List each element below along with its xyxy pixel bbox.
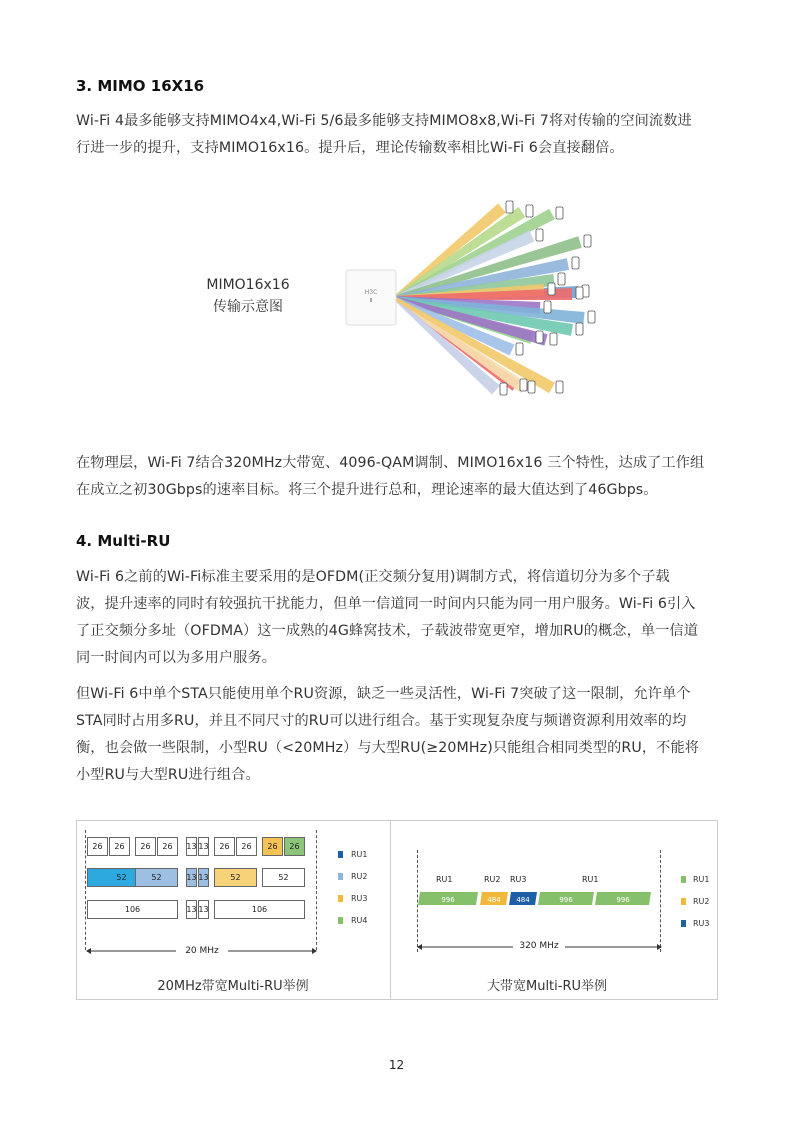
ru-cell-ru2: 52 (135, 868, 178, 887)
ru-cell-ru3: 26 (262, 837, 283, 856)
beam-group (394, 203, 585, 394)
caption-320mhz: 大带宽Multi-RU举例 (486, 979, 607, 994)
ru-cell: 26 (109, 837, 130, 856)
ru-cell-ru2: 13 (198, 868, 209, 887)
panel-320mhz (390, 820, 718, 1000)
phone-icon (576, 287, 583, 299)
phone-icon (544, 301, 551, 313)
phone-icon (556, 207, 563, 219)
legend-label: RU3 (693, 919, 710, 928)
ru-cell-ru2: 13 (186, 868, 197, 887)
ru-label: RU1 (436, 875, 453, 884)
mimo-figure-label (200, 274, 296, 318)
ru-cell: 106 (87, 900, 178, 919)
ru-label: RU1 (582, 875, 599, 884)
legend-swatch (338, 851, 343, 858)
phone-icon (526, 205, 533, 217)
legend-label: RU2 (693, 897, 710, 906)
ru-cell-ru3: 52 (214, 868, 257, 887)
phone-icon (516, 343, 523, 355)
ru-label: RU2 (484, 875, 501, 884)
text-line: 但Wi-Fi 6中单个STA只能使用单个RU资源，缺乏一些灵活性，Wi-Fi 7突破了这一限制，允许单个 (76, 686, 691, 702)
legend-swatch (338, 895, 343, 902)
page-number: 12 (388, 1058, 405, 1072)
block-label: 484 (487, 896, 501, 904)
ru-cell: 26 (135, 837, 156, 856)
panel-20mhz (76, 820, 390, 1000)
width-label-20mhz: 20 MHz (185, 946, 219, 956)
mimo-label-line2: 传输示意图 (213, 299, 283, 315)
phone-icon (520, 379, 527, 391)
legend-label: RU3 (351, 894, 368, 903)
legend-label: RU1 (351, 850, 368, 859)
text-line: 行进一步的提升，支持MIMO16x16。提升后，理论传输数率相比Wi-Fi 6会直接翻倍。 (76, 140, 624, 156)
boundary-right (316, 830, 317, 950)
ap-brand-label: H3C (364, 289, 378, 296)
phone-icon (556, 381, 563, 393)
ru-label: RU3 (510, 875, 527, 884)
legend-swatch (338, 873, 343, 880)
ru-cell: 26 (87, 837, 108, 856)
legend-swatch (681, 920, 686, 927)
legend-label: RU4 (351, 916, 368, 925)
ru-cell: 13 (198, 837, 209, 856)
text-line: 了正交频分多址（OFDMA）这一成熟的4G蜂窝技术，子载波带宽更窄，增加RU的概念，单一信道 (76, 623, 699, 639)
legend-swatch (681, 898, 686, 905)
block-label: 996 (559, 896, 573, 904)
phone-icon (584, 235, 591, 247)
text-line: 同一时间内可以为多用户服务。 (76, 650, 277, 666)
phone-icon (500, 383, 507, 395)
ru-cell-ru1: 52 (87, 868, 156, 887)
phone-icon (550, 333, 557, 345)
ru-cell: 26 (157, 837, 178, 856)
ru-cell: 52 (262, 868, 305, 887)
phone-icon (536, 229, 543, 241)
block-label: 484 (516, 896, 530, 904)
phone-icon (506, 201, 513, 213)
mimo-label-line1: MIMO16x16 (206, 277, 290, 293)
text-line: 衡，也会做一些限制，小型RU（<20MHz）与大型RU(≥20MHz)只能组合相同类型的RU，不能将 (76, 740, 700, 756)
ru-cell: 26 (236, 837, 257, 856)
section-4-heading: 4. Multi-RU (76, 532, 171, 550)
text-line: STA同时占用多RU，并且不同尺寸的RU可以进行组合。基于实现复杂度与频谱资源利用效率的均 (76, 713, 687, 729)
phone-icon (576, 323, 583, 335)
section-4-paragraph-2 (76, 681, 726, 789)
legend-swatch (338, 917, 343, 924)
phone-icon (548, 283, 555, 295)
phone-icon (572, 257, 579, 269)
legend-swatch (681, 876, 686, 883)
ru-cell-ru4: 26 (284, 837, 305, 856)
text-line: Wi-Fi 6之前的Wi-Fi标准主要采用的是OFDM(正交频分复用)调制方式，将信道切分为多个子载 (76, 569, 670, 585)
section-3-paragraph-2 (76, 450, 726, 504)
phone-icon (536, 331, 543, 343)
block-label: 996 (441, 896, 455, 904)
ru-cell: 106 (214, 900, 305, 919)
text-line: Wi-Fi 4最多能够支持MIMO4x4,Wi-Fi 5/6最多能够支持MIMO8x8,Wi-Fi 7将对传输的空间流数进 (76, 113, 692, 129)
ru-cell: 13 (186, 837, 197, 856)
phone-icon (588, 311, 595, 323)
caption-20mhz: 20MHz带宽Multi-RU举例 (157, 979, 309, 994)
legend-label: RU2 (351, 872, 368, 881)
phone-icon (528, 381, 535, 393)
section-3-paragraph-1 (76, 108, 726, 162)
ap-led (370, 298, 372, 302)
phone-icon (558, 273, 565, 285)
width-label-320mhz: 320 MHz (519, 941, 559, 951)
block-label: 996 (616, 896, 630, 904)
text-line: 小型RU与大型RU进行组合。 (76, 767, 260, 783)
ru-blocks-320mhz (418, 890, 662, 908)
boundary-left (85, 830, 86, 950)
ru-cell: 26 (214, 837, 235, 856)
legend-label: RU1 (693, 875, 710, 884)
text-line: 波，提升速率的同时有较强抗干扰能力，但单一信道同一时间内只能为同一用户服务。Wi-Fi 6引入 (76, 596, 696, 612)
section-3-heading: 3. MIMO 16X16 (76, 77, 205, 95)
text-line: 在成立之初30Gbps的速率目标。将三个提升进行总和，理论速率的最大值达到了46Gbps。 (76, 482, 658, 498)
ru-cell: 13 (186, 900, 197, 919)
mimo-diagram (340, 190, 600, 405)
section-4-paragraph-1 (76, 564, 726, 672)
text-line: 在物理层，Wi-Fi 7结合320MHz大带宽、4096-QAM调制、MIMO16x16 三个特性，达成了工作组 (76, 455, 705, 471)
ru-cell: 13 (198, 900, 209, 919)
access-point-device (346, 270, 396, 325)
